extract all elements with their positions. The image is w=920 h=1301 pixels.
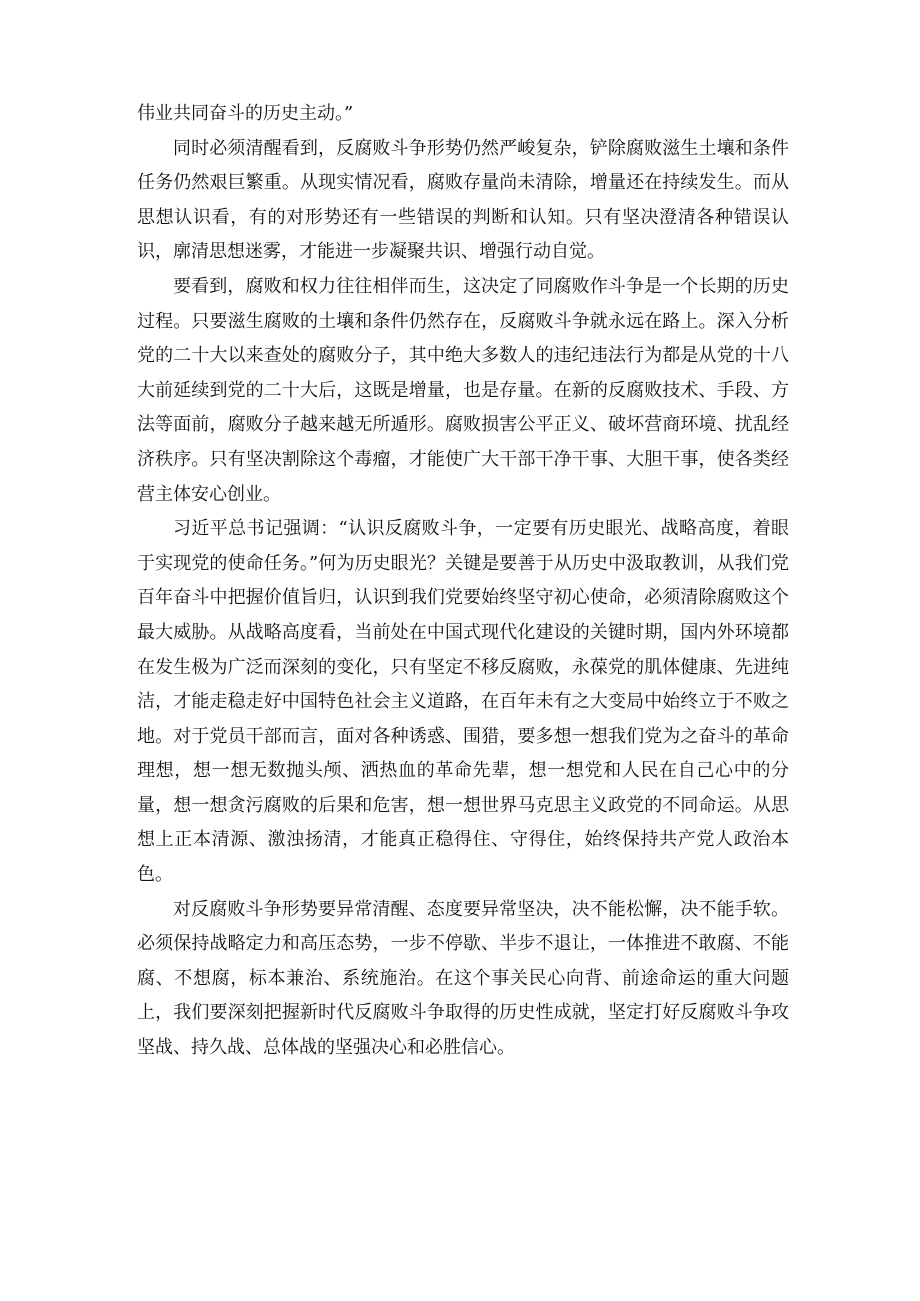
- paragraph: 同时必须清醒看到，反腐败斗争形势仍然严峻复杂，铲除腐败滋生土壤和条件任务仍然艰巨繁重。从现实情况看，腐败存量尚未清除，增量还在持续发生。而从思想认识看，有的对形势还有一些错误的判断和认知。只有坚决澄清各种错误认识，廓清思想迷雾，才能进一步凝聚共识、增强行动自觉。: [137, 137, 789, 263]
- paragraph: 习近平总书记强调：“认识反腐败斗争，一定要有历史眼光、战略高度，着眼于实现党的使命任务。”何为历史眼光？关键是要善于从历史中汲取教训，从我们党百年奋斗中把握价值旨归，认识到我们党要始终坚守初心使命，必须清除腐败这个最大威胁。从战略高度看，当前处在中国式现代化建设的关键时期，国内外环境都在发生极为广泛而深刻的变化，只有坚定不移反腐败，永葆党的肌体健康、先进纯洁，才能走稳走好中国特色社会主义道路，在百年未有之大变局中始终立于不败之地。对于党员干部而言，面对各种诱惑、围猎，要多想一想我们党为之奋斗的革命理想，想一想无数抛头颅、洒热血的革命先辈，想一想党和人民在自己心中的分量，想一想贪污腐败的后果和危害，想一想世界马克思主义政党的不同命运。从思想上正本清源、激浊扬清，才能真正稳得住、守得住，始终保持共产党人政治本色。: [137, 518, 789, 886]
- paragraph-continued: 伟业共同奋斗的历史主动。”: [137, 103, 354, 124]
- document-page: [137, 97, 789, 1066]
- paragraph: 要看到，腐败和权力往往相伴而生，这决定了同腐败作斗争是一个长期的历史过程。只要滋生腐败的土壤和条件仍然存在，反腐败斗争就永远在路上。深入分析党的二十大以来查处的腐败分子，其中绝大多数人的违纪违法行为都是从党的十八大前延续到党的二十大后，这既是增量，也是存量。在新的反腐败技术、手段、方法等面前，腐败分子越来越无所遁形。腐败损害公平正义、破坏营商环境、扰乱经济秩序。只有坚决割除这个毒瘤，才能使广大干部干净干事、大胆干事，使各类经营主体安心创业。: [137, 275, 789, 505]
- paragraph: 对反腐败斗争形势要异常清醒、态度要异常坚决，决不能松懈，决不能手软。必须保持战略定力和高压态势，一步不停歇、半步不退让，一体推进不敢腐、不能腐、不想腐，标本兼治、系统施治。在这个事关民心向背、前途命运的重大问题上，我们要深刻把握新时代反腐败斗争取得的历史性成就，坚定打好反腐败斗争攻坚战、持久战、总体战的坚强决心和必胜信心。: [137, 898, 789, 1059]
